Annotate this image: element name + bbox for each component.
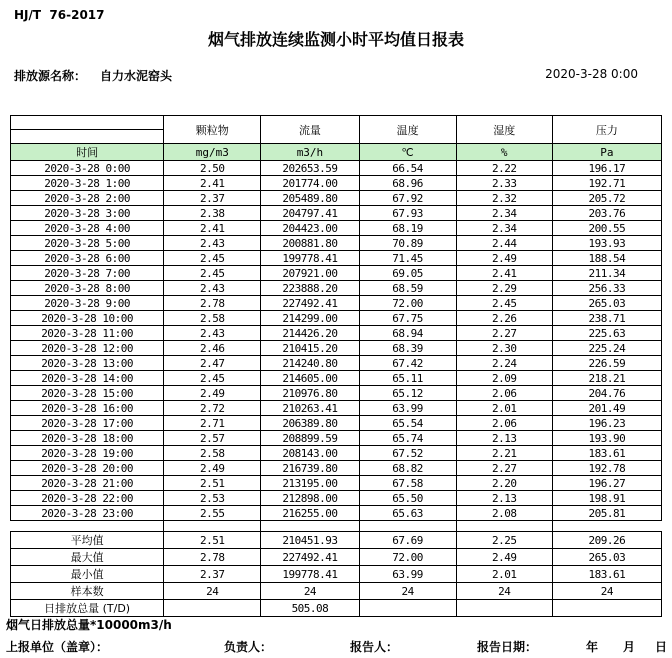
summary-value xyxy=(164,600,261,617)
value-cell: 67.92 xyxy=(359,191,456,206)
summary-value: 227492.41 xyxy=(261,549,359,566)
source-name-value: 自力水泥窑头 xyxy=(100,69,173,83)
value-cell: 68.82 xyxy=(359,461,456,476)
hour-row xyxy=(11,431,662,446)
summary-value: 265.03 xyxy=(552,549,661,566)
summary-value: 63.99 xyxy=(359,566,456,583)
year-label: 年 xyxy=(586,640,599,654)
value-cell: 214240.80 xyxy=(261,356,359,371)
value-cell: 2.30 xyxy=(456,341,552,356)
value-cell: 72.00 xyxy=(359,296,456,311)
value-cell: 2.45 xyxy=(164,371,261,386)
value-cell: 206389.80 xyxy=(261,416,359,431)
page-title: 烟气排放连续监测小时平均值日报表 xyxy=(207,30,464,49)
unit-pressure: Pa xyxy=(552,144,661,161)
value-cell: 216739.80 xyxy=(261,461,359,476)
unit-temperature: ℃ xyxy=(359,144,456,161)
hour-row xyxy=(11,476,662,491)
time-cell: 2020-3-28 0:00 xyxy=(11,161,164,176)
value-cell: 69.05 xyxy=(359,266,456,281)
value-cell: 2.26 xyxy=(456,311,552,326)
time-cell: 2020-3-28 17:00 xyxy=(11,416,164,431)
summary-value: 183.61 xyxy=(552,566,661,583)
value-cell: 211.34 xyxy=(552,266,661,281)
value-cell: 2.32 xyxy=(456,191,552,206)
column-header-pressure: 压力 xyxy=(552,116,661,144)
value-cell: 204797.41 xyxy=(261,206,359,221)
time-cell: 2020-3-28 22:00 xyxy=(11,491,164,506)
value-cell: 2.58 xyxy=(164,446,261,461)
value-cell: 2.55 xyxy=(164,506,261,521)
value-cell: 2.45 xyxy=(456,296,552,311)
value-cell: 214299.00 xyxy=(261,311,359,326)
time-cell: 2020-3-28 12:00 xyxy=(11,341,164,356)
summary-value xyxy=(359,600,456,617)
value-cell: 67.93 xyxy=(359,206,456,221)
responsible-person-label: 负责人： xyxy=(224,640,273,654)
value-cell: 65.54 xyxy=(359,416,456,431)
value-cell: 68.19 xyxy=(359,221,456,236)
summary-label: 日排放总量 (T/D) xyxy=(11,600,164,617)
value-cell: 67.52 xyxy=(359,446,456,461)
time-cell: 2020-3-28 18:00 xyxy=(11,431,164,446)
value-cell: 225.24 xyxy=(552,341,661,356)
summary-value: 2.78 xyxy=(164,549,261,566)
value-cell: 200881.80 xyxy=(261,236,359,251)
value-cell: 2.27 xyxy=(456,461,552,476)
summary-value xyxy=(552,600,661,617)
value-cell: 201774.00 xyxy=(261,176,359,191)
value-cell: 200.55 xyxy=(552,221,661,236)
day-label: 日 xyxy=(655,640,668,654)
value-cell: 2.22 xyxy=(456,161,552,176)
summary-label: 最大值 xyxy=(11,549,164,566)
hour-row xyxy=(11,281,662,296)
value-cell: 2.47 xyxy=(164,356,261,371)
hour-row xyxy=(11,206,662,221)
value-cell: 218.21 xyxy=(552,371,661,386)
value-cell: 2.50 xyxy=(164,161,261,176)
source-name-label: 排放源名称： xyxy=(14,69,87,83)
time-cell: 2020-3-28 7:00 xyxy=(11,266,164,281)
value-cell: 2.58 xyxy=(164,311,261,326)
time-cell: 2020-3-28 14:00 xyxy=(11,371,164,386)
value-cell: 2.13 xyxy=(456,491,552,506)
summary-row xyxy=(11,600,662,617)
summary-label: 最小值 xyxy=(11,566,164,583)
value-cell: 2.06 xyxy=(456,386,552,401)
value-cell: 2.37 xyxy=(164,191,261,206)
summary-value: 24 xyxy=(456,583,552,600)
hour-row xyxy=(11,341,662,356)
hour-row xyxy=(11,311,662,326)
signature-line xyxy=(0,638,672,654)
value-cell: 2.24 xyxy=(456,356,552,371)
summary-label: 平均值 xyxy=(11,532,164,549)
value-cell: 199778.41 xyxy=(261,251,359,266)
summary-value: 24 xyxy=(164,583,261,600)
report-date-label: 报告日期： xyxy=(477,640,538,654)
value-cell: 192.71 xyxy=(552,176,661,191)
value-cell: 2.45 xyxy=(164,266,261,281)
time-cell: 2020-3-28 5:00 xyxy=(11,236,164,251)
time-cell: 2020-3-28 13:00 xyxy=(11,356,164,371)
report-unit-label: 上报单位（盖章）： xyxy=(6,640,109,654)
value-cell: 2.38 xyxy=(164,206,261,221)
data-rows-body xyxy=(11,161,662,521)
summary-label: 样本数 xyxy=(11,583,164,600)
value-cell: 214426.20 xyxy=(261,326,359,341)
summary-value: 67.69 xyxy=(359,532,456,549)
time-cell: 2020-3-28 1:00 xyxy=(11,176,164,191)
value-cell: 192.78 xyxy=(552,461,661,476)
hour-row xyxy=(11,236,662,251)
value-cell: 2.49 xyxy=(164,461,261,476)
value-cell: 2.53 xyxy=(164,491,261,506)
summary-value: 2.51 xyxy=(164,532,261,549)
value-cell: 223888.20 xyxy=(261,281,359,296)
value-cell: 67.58 xyxy=(359,476,456,491)
hour-row xyxy=(11,356,662,371)
value-cell: 216255.00 xyxy=(261,506,359,521)
value-cell: 210976.80 xyxy=(261,386,359,401)
summary-value: 2.37 xyxy=(164,566,261,583)
value-cell: 63.99 xyxy=(359,401,456,416)
value-cell: 2.41 xyxy=(164,176,261,191)
summary-value: 24 xyxy=(359,583,456,600)
value-cell: 2.43 xyxy=(164,281,261,296)
hour-row xyxy=(11,401,662,416)
value-cell: 2.44 xyxy=(456,236,552,251)
summary-row xyxy=(11,583,662,600)
value-cell: 68.59 xyxy=(359,281,456,296)
value-cell: 2.43 xyxy=(164,236,261,251)
value-cell: 2.72 xyxy=(164,401,261,416)
value-cell: 2.13 xyxy=(456,431,552,446)
hour-row xyxy=(11,266,662,281)
column-header-particulate: 颗粒物 xyxy=(164,116,261,144)
value-cell: 205489.80 xyxy=(261,191,359,206)
value-cell: 68.94 xyxy=(359,326,456,341)
time-cell: 2020-3-28 21:00 xyxy=(11,476,164,491)
value-cell: 210415.20 xyxy=(261,341,359,356)
summary-row xyxy=(11,549,662,566)
value-cell: 212898.00 xyxy=(261,491,359,506)
value-cell: 2.06 xyxy=(456,416,552,431)
hour-row xyxy=(11,491,662,506)
hour-row xyxy=(11,416,662,431)
value-cell: 202653.59 xyxy=(261,161,359,176)
hour-row xyxy=(11,221,662,236)
value-cell: 65.74 xyxy=(359,431,456,446)
spacer-cell xyxy=(552,521,661,532)
value-cell: 2.27 xyxy=(456,326,552,341)
value-cell: 207921.00 xyxy=(261,266,359,281)
value-cell: 2.41 xyxy=(164,221,261,236)
value-cell: 2.43 xyxy=(164,326,261,341)
value-cell: 2.33 xyxy=(456,176,552,191)
time-cell: 2020-3-28 2:00 xyxy=(11,191,164,206)
summary-rows-body xyxy=(11,532,662,617)
spacer-row xyxy=(11,521,662,532)
value-cell: 196.17 xyxy=(552,161,661,176)
value-cell: 2.08 xyxy=(456,506,552,521)
column-header-flow: 流量 xyxy=(261,116,359,144)
hour-row xyxy=(11,161,662,176)
value-cell: 65.63 xyxy=(359,506,456,521)
value-cell: 2.34 xyxy=(456,206,552,221)
value-cell: 2.41 xyxy=(456,266,552,281)
value-cell: 2.34 xyxy=(456,221,552,236)
hour-row xyxy=(11,296,662,311)
spacer-cell xyxy=(164,521,261,532)
spacer-cell xyxy=(261,521,359,532)
hour-row xyxy=(11,506,662,521)
hour-row xyxy=(11,446,662,461)
value-cell: 256.33 xyxy=(552,281,661,296)
value-cell: 67.75 xyxy=(359,311,456,326)
total-emission-note: 烟气日排放总量*10000m3/h xyxy=(6,618,172,632)
time-header-spacer-top xyxy=(11,116,164,130)
summary-value: 505.08 xyxy=(261,600,359,617)
value-cell: 214605.00 xyxy=(261,371,359,386)
value-cell: 67.42 xyxy=(359,356,456,371)
value-cell: 208143.00 xyxy=(261,446,359,461)
value-cell: 213195.00 xyxy=(261,476,359,491)
spacer-cell xyxy=(11,521,164,532)
hour-row xyxy=(11,461,662,476)
value-cell: 2.46 xyxy=(164,341,261,356)
header-row-top xyxy=(11,116,662,130)
hour-row xyxy=(11,371,662,386)
value-cell: 2.01 xyxy=(456,401,552,416)
value-cell: 65.50 xyxy=(359,491,456,506)
value-cell: 210263.41 xyxy=(261,401,359,416)
summary-value: 199778.41 xyxy=(261,566,359,583)
summary-value: 72.00 xyxy=(359,549,456,566)
value-cell: 2.20 xyxy=(456,476,552,491)
column-header-humidity: 湿度 xyxy=(456,116,552,144)
time-header-spacer-bottom xyxy=(11,130,164,144)
time-cell: 2020-3-28 4:00 xyxy=(11,221,164,236)
reporter-label: 报告人： xyxy=(350,640,399,654)
value-cell: 226.59 xyxy=(552,356,661,371)
value-cell: 2.71 xyxy=(164,416,261,431)
hour-row xyxy=(11,176,662,191)
value-cell: 2.09 xyxy=(456,371,552,386)
value-cell: 66.54 xyxy=(359,161,456,176)
value-cell: 2.51 xyxy=(164,476,261,491)
summary-value: 24 xyxy=(261,583,359,600)
value-cell: 65.11 xyxy=(359,371,456,386)
value-cell: 2.21 xyxy=(456,446,552,461)
time-cell: 2020-3-28 15:00 xyxy=(11,386,164,401)
value-cell: 196.23 xyxy=(552,416,661,431)
column-header-temperature: 温度 xyxy=(359,116,456,144)
value-cell: 198.91 xyxy=(552,491,661,506)
time-cell: 2020-3-28 6:00 xyxy=(11,251,164,266)
standard-code: HJ/T 76-2017 xyxy=(14,8,105,22)
value-cell: 65.12 xyxy=(359,386,456,401)
value-cell: 225.63 xyxy=(552,326,661,341)
hour-row xyxy=(11,191,662,206)
summary-value: 2.01 xyxy=(456,566,552,583)
time-cell: 2020-3-28 23:00 xyxy=(11,506,164,521)
time-cell: 2020-3-28 20:00 xyxy=(11,461,164,476)
value-cell: 68.39 xyxy=(359,341,456,356)
unit-row xyxy=(11,144,662,161)
summary-value: 2.25 xyxy=(456,532,552,549)
value-cell: 183.61 xyxy=(552,446,661,461)
value-cell: 204423.00 xyxy=(261,221,359,236)
time-cell: 2020-3-28 19:00 xyxy=(11,446,164,461)
value-cell: 193.90 xyxy=(552,431,661,446)
value-cell: 238.71 xyxy=(552,311,661,326)
summary-value: 209.26 xyxy=(552,532,661,549)
value-cell: 201.49 xyxy=(552,401,661,416)
value-cell: 265.03 xyxy=(552,296,661,311)
time-cell: 2020-3-28 8:00 xyxy=(11,281,164,296)
value-cell: 70.89 xyxy=(359,236,456,251)
value-cell: 193.93 xyxy=(552,236,661,251)
value-cell: 68.96 xyxy=(359,176,456,191)
summary-row xyxy=(11,532,662,549)
value-cell: 196.27 xyxy=(552,476,661,491)
value-cell: 204.76 xyxy=(552,386,661,401)
summary-value xyxy=(456,600,552,617)
unit-humidity: % xyxy=(456,144,552,161)
value-cell: 2.45 xyxy=(164,251,261,266)
value-cell: 227492.41 xyxy=(261,296,359,311)
summary-value: 24 xyxy=(552,583,661,600)
spacer-cell xyxy=(359,521,456,532)
unit-flow: m3/h xyxy=(261,144,359,161)
value-cell: 203.76 xyxy=(552,206,661,221)
month-label: 月 xyxy=(623,640,636,654)
value-cell: 205.72 xyxy=(552,191,661,206)
spacer-cell xyxy=(456,521,552,532)
meta-line xyxy=(14,67,658,83)
summary-value: 210451.93 xyxy=(261,532,359,549)
report-table xyxy=(10,115,662,617)
value-cell: 208899.59 xyxy=(261,431,359,446)
unit-particulate: mg/m3 xyxy=(164,144,261,161)
time-cell: 2020-3-28 9:00 xyxy=(11,296,164,311)
value-cell: 2.29 xyxy=(456,281,552,296)
report-datetime: 2020-3-28 0:00 xyxy=(545,67,638,81)
value-cell: 205.81 xyxy=(552,506,661,521)
value-cell: 2.57 xyxy=(164,431,261,446)
hour-row xyxy=(11,251,662,266)
time-cell: 2020-3-28 3:00 xyxy=(11,206,164,221)
value-cell: 2.49 xyxy=(164,386,261,401)
value-cell: 2.78 xyxy=(164,296,261,311)
summary-row xyxy=(11,566,662,583)
value-cell: 188.54 xyxy=(552,251,661,266)
value-cell: 2.49 xyxy=(456,251,552,266)
hour-row xyxy=(11,386,662,401)
hour-row xyxy=(11,326,662,341)
time-header: 时间 xyxy=(11,144,164,161)
summary-value: 2.49 xyxy=(456,549,552,566)
time-cell: 2020-3-28 10:00 xyxy=(11,311,164,326)
time-cell: 2020-3-28 16:00 xyxy=(11,401,164,416)
time-cell: 2020-3-28 11:00 xyxy=(11,326,164,341)
value-cell: 71.45 xyxy=(359,251,456,266)
